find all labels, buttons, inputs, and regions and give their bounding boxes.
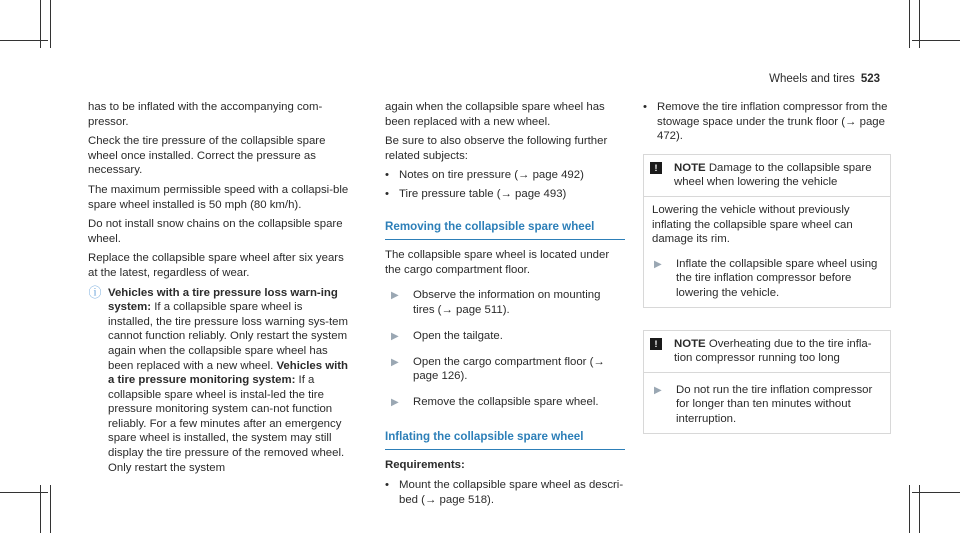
bullet-dot: • <box>385 478 389 491</box>
warning-title-text: Damage to the collapsible spare wheel when lowering the vehicle <box>674 161 872 189</box>
warning-title <box>674 337 882 366</box>
requirements-label-text: Requirements: <box>385 459 465 472</box>
list-item <box>385 187 625 202</box>
instruction-step <box>385 288 625 317</box>
arrow-right-icon: ▶ <box>391 356 399 368</box>
list-item <box>385 478 625 507</box>
step-text: Do not run the tire inflation compressor for longer than ten minutes without interruption. <box>676 383 873 425</box>
warning-header <box>644 331 890 373</box>
crop-mark <box>50 0 51 48</box>
warning-label: NOTE <box>674 337 706 350</box>
arrow-right-icon: ▶ <box>654 258 662 270</box>
note-bold: Vehicles with a tire pressure monitoring system: <box>108 359 348 387</box>
instruction-step <box>652 383 882 427</box>
note-text: If a collapsible spare wheel is instal-led the tire pressure monitoring system can-not function reliably. For a few minutes after an emergency spare wheel is installed, the system may still display the tire pressure of the removed wheel. Only restart the system <box>108 374 345 474</box>
warning-text: Lowering the vehicle without previously inflating the collapsible spare wheel can damage its rim. <box>652 203 853 246</box>
section-heading: Inflating the collapsible spare wheel <box>385 430 625 451</box>
info-icon: ⓘ <box>88 284 102 300</box>
crop-mark <box>50 485 51 533</box>
requirements-label <box>385 458 625 473</box>
list-item <box>385 168 625 183</box>
info-note <box>88 286 350 476</box>
exclamation-icon: ! <box>650 162 662 174</box>
paragraph: Replace the collapsible spare wheel after six years at the latest, regardless of wear. <box>88 252 344 279</box>
step-text: Open the cargo compartment floor (→ page 126). <box>413 355 605 383</box>
warning-body <box>644 197 890 307</box>
step-text: Remove the collapsible spare wheel. <box>413 395 599 408</box>
list-item-text: Remove the tire inflation compressor from the stowage space under the trunk floor (→ page 472). <box>657 101 888 143</box>
warning-label: NOTE <box>674 161 706 174</box>
column-right <box>643 100 891 434</box>
section-heading: Removing the collapsible spare wheel <box>385 220 625 241</box>
paragraph: Check the tire pressure of the collapsible spare wheel once installed. Correct the pressure as necessary. <box>88 135 326 177</box>
warning-title-text: Overheating due to the tire infla-tion compressor running too long <box>674 337 872 365</box>
paragraph: Do not install snow chains on the collapsible spare wheel. <box>88 218 343 245</box>
exclamation-icon: ! <box>650 338 662 350</box>
paragraph: again when the collapsible spare wheel has been replaced with a new wheel. <box>385 101 605 128</box>
arrow-right-icon: ▶ <box>654 384 662 396</box>
arrow-right-icon: ▶ <box>391 330 399 342</box>
instruction-step <box>385 329 625 344</box>
crop-mark <box>912 492 960 493</box>
column-left <box>88 100 350 480</box>
paragraph: The collapsible spare wheel is located under the cargo compartment floor. <box>385 249 610 276</box>
step-text: Observe the information on mounting tires (→ page 511). <box>413 289 601 316</box>
note-text: If a collapsible spare wheel is installed, the tire pressure loss warning sys-tem cannot function reliably. Only restart the system again when the collapsible spare wheel has been replaced with a new wheel. <box>108 301 348 372</box>
list-item-text: Notes on tire pressure (→ page 492) <box>399 169 584 182</box>
warning-header <box>644 155 890 197</box>
info-note-text <box>108 286 350 476</box>
list-item-text: Tire pressure table (→ page 493) <box>399 187 567 200</box>
bullet-dot: • <box>385 169 389 182</box>
step-text: Inflate the collapsible spare wheel using the tire inflation compressor before lowering the vehicle. <box>676 257 878 299</box>
page-number: 523 <box>860 73 880 85</box>
bullet-dot: • <box>385 187 389 200</box>
paragraph: has to be inflated with the accompanying com-pressor. <box>88 101 323 128</box>
warning-body <box>644 373 890 433</box>
list-item <box>643 100 891 144</box>
crop-mark <box>0 40 48 41</box>
crop-mark <box>0 492 48 493</box>
instruction-step <box>385 395 625 410</box>
page-header <box>769 73 880 85</box>
crop-mark <box>909 0 910 48</box>
arrow-right-icon: ▶ <box>391 290 399 302</box>
column-middle <box>385 100 625 511</box>
section-title: Wheels and tires <box>769 73 855 85</box>
bullet-dot: • <box>643 101 647 113</box>
paragraph: Be sure to also observe the following further related subjects: <box>385 135 608 162</box>
warning-title <box>674 161 882 190</box>
note-bold: Vehicles with a tire pressure loss warn-ing system: <box>108 286 338 314</box>
instruction-step <box>652 257 882 301</box>
warning-note <box>643 154 891 308</box>
crop-mark <box>909 485 910 533</box>
crop-mark <box>912 40 960 41</box>
warning-note <box>643 330 891 434</box>
list-item-text: Mount the collapsible spare wheel as descri-bed (→ page 518). <box>399 478 624 506</box>
paragraph: The maximum permissible speed with a collapsi-ble spare wheel installed is 50 mph (80 km/h). <box>88 183 349 211</box>
arrow-right-icon: ▶ <box>391 396 399 408</box>
step-text: Open the tailgate. <box>413 329 503 342</box>
instruction-step <box>385 355 625 384</box>
